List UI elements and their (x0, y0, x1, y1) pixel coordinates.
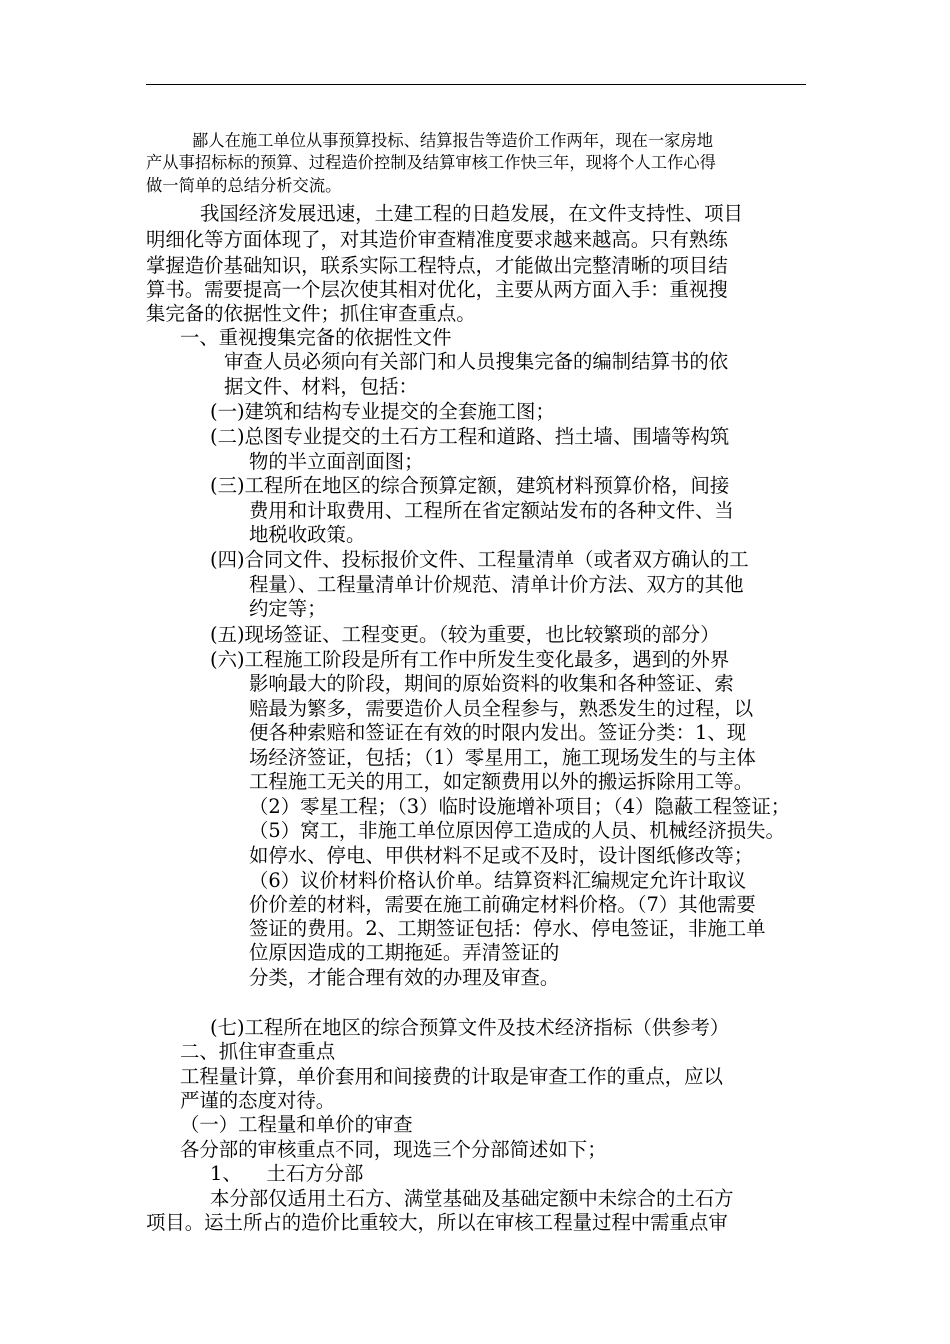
list-item-cont: 便各种索赔和签证在有效的时限内发出。签证分类：1、现 (249, 721, 747, 744)
list-item-cont: 工程施工无关的用工，如定额费用以外的搬运拆除用工等。 (249, 770, 754, 793)
list-item-cont: 物的半立面剖面图； (249, 450, 424, 473)
section-lead: 据文件、材料，包括： (224, 375, 418, 398)
intro-line: 做一简单的总结分析交流。 (146, 176, 342, 195)
list-item: (七)工程所在地区的综合预算文件及技术经济指标（供参考） (210, 1016, 730, 1039)
list-item-cont: 费用和计取费用、工程所在省定额站发布的各种文件、当 (249, 499, 734, 522)
paragraph-line: 掌握造价基础知识，联系实际工程特点，才能做出完整清晰的项目结 (146, 254, 728, 277)
paragraph-line: 各分部的审核重点不同，现选三个分部简述如下； (180, 1138, 607, 1161)
list-item: (一)建筑和结构专业提交的全套施工图； (210, 400, 555, 423)
list-item-cont: （6）议价材料价格认价单。结算资料汇编规定允许计取议 (249, 869, 747, 892)
paragraph-line: 明细化等方面体现了，对其造价审查精准度要求越来越高。只有熟练 (146, 228, 728, 251)
intro-line: 鄙人在施工单位从事预算投标、结算报告等造价工作两年，现在一家房地 (192, 131, 714, 150)
list-item: (二)总图专业提交的土石方工程和道路、挡土墙、围墙等构筑 (210, 425, 730, 448)
numbered-heading: 1、 土石方分部 (210, 1162, 364, 1185)
list-item: (四)合同文件、投标报价文件、工程量清单（或者双方确认的工 (210, 548, 749, 571)
paragraph-line: 集完备的依据性文件；抓住审查重点。 (146, 302, 476, 325)
header-rule (146, 84, 806, 85)
list-item: (五)现场签证、工程变更。（较为重要，也比较繁琐的部分） (210, 623, 720, 646)
paragraph-line: 本分部仅适用土石方、满堂基础及基础定额中未综合的土石方 (210, 1187, 734, 1210)
list-item-cont: 签证的费用。2、工期签证包括：停水、停电签证，非施工单 (249, 917, 766, 940)
list-item-cont: （5）窝工，非施工单位原因停工造成的人员、机械经济损失。 (249, 819, 785, 842)
list-item-cont: 程量）、工程量清单计价规范、清单计价方法、双方的其他 (249, 573, 744, 596)
list-item-cont: 场经济签证，包括；（1）零星用工，施工现场发生的与主体 (249, 746, 756, 769)
paragraph-line: 工程量计算，单价套用和间接费的计取是审查工作的重点，应以 (180, 1065, 723, 1088)
paragraph-line: 项目。运土所占的造价比重较大，所以在审核工程量过程中需重点审 (146, 1211, 728, 1234)
list-item-cont: 地税收政策。 (249, 523, 366, 546)
list-item-cont: 如停水、停电、甲供材料不足或不及时，设计图纸修改等； (249, 844, 754, 867)
paragraph-line: 算书。需要提高一个层次使其相对优化，主要从两方面入手：重视搜 (146, 278, 728, 301)
list-item-cont: 分类，才能合理有效的办理及审查。 (249, 966, 560, 989)
list-item-cont: 约定等； (249, 597, 327, 620)
section-heading: 二、抓住审查重点 (180, 1040, 336, 1063)
subsection-heading: （一）工程量和单价的审查 (180, 1113, 413, 1136)
paragraph-line: 我国经济发展迅速，土建工程的日趋发展，在文件支持性、项目 (200, 202, 743, 225)
list-item-cont: 影响最大的阶段，期间的原始资料的收集和各种签证、索 (249, 672, 734, 695)
list-item: (六)工程施工阶段是所有工作中所发生变化最多，遇到的外界 (210, 648, 730, 671)
paragraph-line: 严谨的态度对待。 (180, 1089, 336, 1112)
section-lead: 审查人员必须向有关部门和人员搜集完备的编制结算书的依 (224, 350, 729, 373)
list-item: (三)工程所在地区的综合预算定额，建筑材料预算价格，间接 (210, 474, 730, 497)
list-item-cont: （2）零星工程；（3）临时设施增补项目；（4）隐蔽工程签证； (249, 795, 791, 818)
list-item-cont: 位原因造成的工期拖延。弄清签证的 (249, 941, 560, 964)
list-item-cont: 价价差的材料，需要在施工前确定材料价格。（7）其他需要 (249, 893, 756, 916)
intro-line: 产从事招标标的预算、过程造价控制及结算审核工作快三年，现将个人工作心得 (146, 153, 716, 172)
section-heading: 一、重视搜集完备的依据性文件 (180, 326, 452, 349)
list-item-cont: 赔最为繁多，需要造价人员全程参与，熟悉发生的过程，以 (249, 697, 754, 720)
